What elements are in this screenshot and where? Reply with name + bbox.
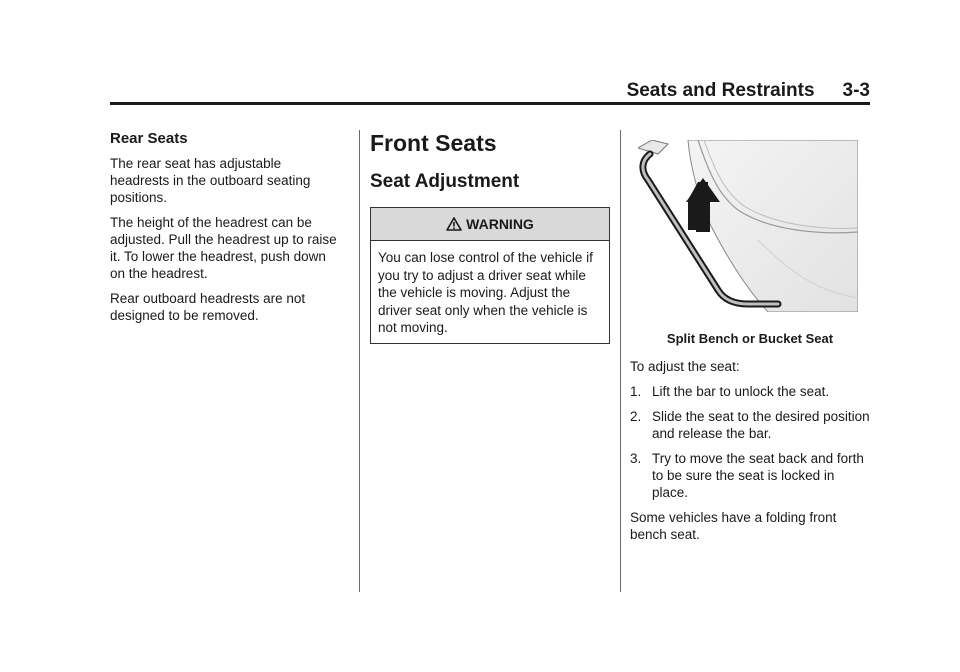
list-item — [630, 450, 870, 501]
list-item — [630, 383, 870, 400]
warning-box — [370, 207, 610, 344]
paragraph: The height of the headrest can be adjusted. Pull the headrest up to raise it. To lower the headrest, push down on the headrest. — [110, 215, 337, 281]
seat-adjustment-heading: Seat Adjustment — [370, 171, 520, 192]
warning-title: WARNING — [466, 216, 534, 232]
page-number: 3-3 — [842, 80, 870, 101]
page-header — [110, 80, 870, 104]
paragraph: The rear seat has adjustable headrests in the outboard seating positions. — [110, 156, 311, 205]
column-divider — [359, 130, 360, 592]
warning-triangle-icon — [446, 217, 462, 231]
figure-caption: Split Bench or Bucket Seat — [666, 331, 834, 346]
section-title: Seats and Restraints — [626, 80, 815, 101]
step-number: 1. — [630, 384, 642, 399]
list-item — [630, 408, 870, 442]
steps-list — [630, 383, 870, 501]
rear-seats-heading: Rear Seats — [110, 130, 188, 147]
header-rule — [110, 102, 870, 105]
step-number: 2. — [630, 409, 642, 424]
step-number: 3. — [630, 451, 642, 466]
rear-seats-section — [110, 130, 340, 332]
seat-bar-illustration — [638, 140, 858, 312]
front-seats-heading: Front Seats — [370, 130, 497, 156]
step-text: Lift the bar to unlock the seat. — [652, 384, 830, 399]
procedure-section — [630, 130, 870, 551]
step-text: Try to move the seat back and forth to be sure the seat is locked in place. — [652, 451, 864, 500]
warning-header — [371, 208, 609, 241]
intro-text: To adjust the seat: — [630, 359, 740, 374]
step-text: Slide the seat to the desired position and release the bar. — [652, 409, 870, 441]
warning-text: You can lose control of the vehicle if you try to adjust a driver seat while the vehicle is moving. Adjust the driver seat only when the vehicle is not moving. — [378, 250, 593, 335]
outro-text: Some vehicles have a folding front bench seat. — [630, 510, 837, 542]
column-divider — [620, 130, 621, 592]
paragraph: Rear outboard headrests are not designed to be removed. — [110, 291, 306, 323]
front-seats-section — [370, 130, 610, 344]
